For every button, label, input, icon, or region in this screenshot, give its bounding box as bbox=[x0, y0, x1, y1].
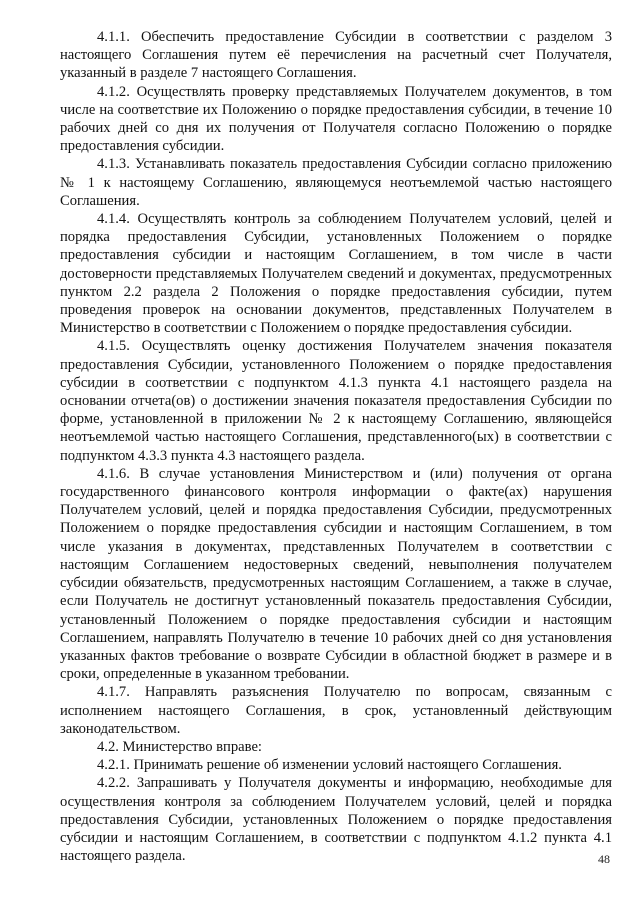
paragraph-4-1-4: 4.1.4. Осуществлять контроль за соблюдением Получателем условий, целей и порядка предоставления Субсидии, установленных Положением о порядке предоставления субсидии и настоящим Соглашением, в том числе в части достоверности представляемых Получателем сведений и документах, предусмотренных пунктом 2.2 раздела 2 Положения о порядке предоставления субсидии, путем проведения проверок на основании документов, представленных Получателем в Министерство в соответствии с Положением о порядке предоставления субсидии. bbox=[60, 211, 612, 337]
paragraph-4-1-6: 4.1.6. В случае установления Министерством и (или) получения от органа государственного финансового контроля информации о факте(ах) нарушения Получателем условий, целей и порядка предоставления Субсидии, предусмотренных Положением о порядке предоставления субсидии и настоящим Соглашением, в том числе указания в документах, представленных Получателем в соответствии с настоящим Соглашением недостоверных сведений, невыполнения получателем субсидии обязательств, предусмотренных настоящим Соглашением, а также в случае, если Получатель не достигнут установленный показатель предоставления Субсидии, установленный Положением о порядке предоставления субсидии и настоящим Соглашением, направлять Получателю в течение 10 рабочих дней со дня установления указанных фактов требование о возврате Субсидии в областной бюджет в размере и в сроки, определенные в указанном требовании. bbox=[60, 465, 612, 683]
paragraph-4-1-2: 4.1.2. Осуществлять проверку представляемых Получателем документов, в том числе на соответствие их Положению о порядке предоставления субсидии, в течение 10 рабочих дней со дня их получения от Получателя согласно Положению о порядке предоставления субсидии. bbox=[60, 83, 612, 155]
document-page bbox=[60, 28, 612, 865]
paragraph-4-2-1: 4.2.1. Принимать решение об изменении условий настоящего Соглашения. bbox=[97, 757, 562, 774]
paragraph-4-1-7: 4.1.7. Направлять разъяснения Получателю по вопросам, связанным с исполнением настоящего Соглашения, в срок, установленный действующим законодательством. bbox=[60, 684, 612, 737]
paragraph-4-1-3: 4.1.3. Устанавливать показатель предоставления Субсидии согласно приложению № 1 к настоящему Соглашению, являющемуся неотъемлемой частью настоящего Соглашения. bbox=[60, 156, 612, 209]
paragraph-4-1-1: 4.1.1. Обеспечить предоставление Субсидии в соответствии с разделом 3 настоящего Соглашения путем её перечисления на расчетный счет Получателя, указанный в разделе 7 настоящего Соглашения. bbox=[60, 29, 612, 82]
page-number: 48 bbox=[598, 852, 610, 866]
paragraph-4-1-5: 4.1.5. Осуществлять оценку достижения Получателем значения показателя предоставления Субсидии, установленного Положением о порядке предоставления субсидии в соответствии с подпунктом 4.1.3 пункта 4.1 настоящего раздела на основании отчета(ов) о достижении значения показателя предоставления Субсидии по форме, установленной в приложении № 2 к настоящему Соглашению, являющейся неотъемлемой частью настоящего Соглашения, представленного(ых) в соответствии с подпунктом 4.3.3 пункта 4.3 настоящего раздела. bbox=[60, 338, 612, 464]
paragraph-4-2: 4.2. Министерство вправе: bbox=[97, 738, 262, 755]
paragraph-4-2-2: 4.2.2. Запрашивать у Получателя документы и информацию, необходимые для осуществления контроля за соблюдением Получателем условий, целей и порядка предоставления Субсидии, установленных Положением о порядке предоставления субсидии и настоящим Соглашением, в соответствии с подпунктом 4.1.2 пункта 4.1 настоящего раздела. bbox=[60, 775, 612, 865]
